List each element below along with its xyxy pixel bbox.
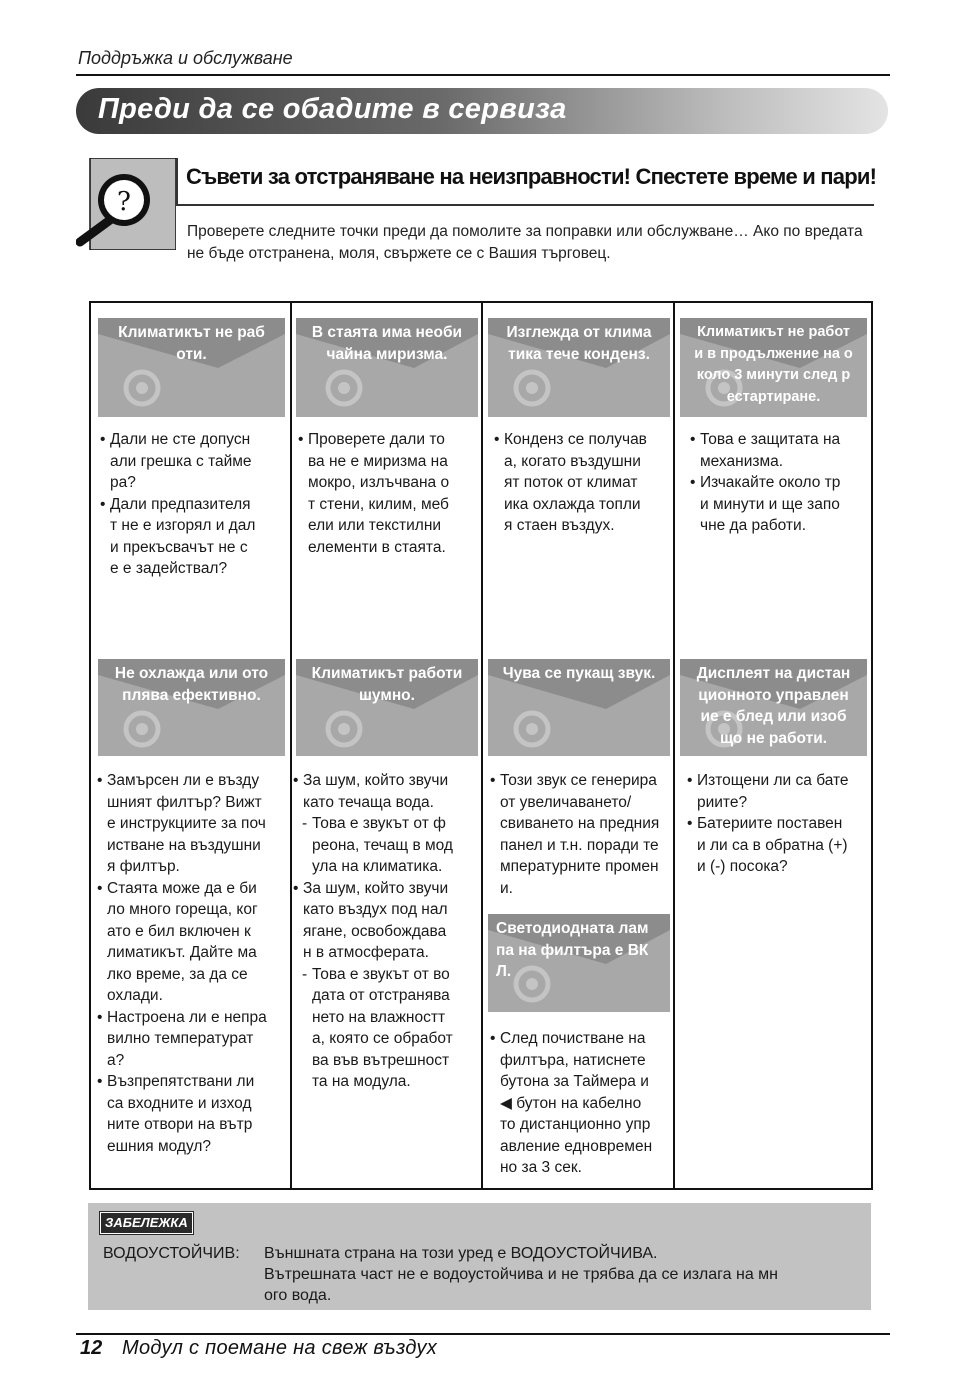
- problem-label: [296, 318, 478, 417]
- problem-label-text: Климатикът работи шумно.: [311, 665, 463, 704]
- page-number: 12: [80, 1337, 103, 1359]
- problem-label-text: Не охлажда или ото плява ефективно.: [114, 665, 269, 704]
- checklist-item: • Това е защитата на механизма.: [690, 429, 865, 472]
- section-header: Поддръжка и обслужване: [78, 48, 293, 68]
- problem-label-text: Светодиодната лам па на филтъра е ВК Л.: [496, 920, 649, 980]
- checklist-item: • След почистване на филтъра, натиснете бутона за Таймера и ◀ бутон на кабелно то дистанционно упр авление едновремен но за 3 сек.: [490, 1028, 670, 1179]
- problem-label: [488, 914, 670, 1012]
- problem-checklist: [298, 429, 476, 558]
- problem-label: [680, 318, 867, 417]
- checklist-subitem: - Това е звукът от во дата от отстранява нето на влажностт а, която се обработ ва във вътрешност та на модула.: [293, 964, 478, 1093]
- checklist-item: • За шум, който звучи като въздух под нал ягане, освобождава н в атмосферата.: [293, 878, 478, 964]
- troubleshooting-table: [89, 301, 873, 1190]
- checklist-item: • Изчакайте около тр и минути и ще запо чне да работи.: [690, 472, 865, 537]
- checklist-item: • Батериите поставен и ли са в обратна (+) и (-) посока?: [687, 813, 867, 878]
- problem-label-text: Чува се пукащ звук.: [502, 665, 656, 682]
- problem-checklist: [687, 770, 867, 878]
- problem-label: [680, 659, 867, 756]
- column-divider: [290, 303, 292, 1188]
- problem-checklist: [490, 770, 670, 899]
- header-rule: [76, 74, 890, 76]
- footer-title: Модул с поемане на свеж въздух: [122, 1337, 438, 1359]
- footer-rule: [76, 1333, 890, 1335]
- checklist-item: • Конденз се получав а, когато въздушни ят поток от климат ика охлажда топли я стаен въздух.: [494, 429, 669, 537]
- checklist-item: • Замърсен ли е възду шният филтър? Вижт е инструкциите за поч истване на въздушни я филтър.: [97, 770, 285, 878]
- problem-checklist: [293, 770, 478, 1093]
- problem-label-text: В стаята има необи чайна миризма.: [311, 324, 463, 363]
- tips-heading: Съвети за отстраняване на неизправности! Спестете време и пари!: [186, 164, 877, 189]
- problem-label-text: Климатикът не работ и в продължение на о коло 3 минути след р естартиране.: [694, 324, 853, 405]
- note-badge: ЗАБЕЛЕЖКА: [100, 1212, 193, 1234]
- checklist-item: • Проверете дали то ва не е миризма на мокро, излъчвана о т стени, килим, меб ели или текстилни елементи в стаята.: [298, 429, 476, 558]
- problem-label: [296, 659, 478, 756]
- problem-checklist: [494, 429, 669, 537]
- problem-checklist: [100, 429, 285, 580]
- svg-text:?: ?: [117, 187, 131, 217]
- checklist-item: • Стаята може да е би ло много гореща, ког ато е бил включен к лиматикът. Дайте ма лко време, за да се охлади.: [97, 878, 285, 1007]
- note-text: Външната страна на този уред е ВОДОУСТОЙЧИВА. Вътрешната част не е водоустойчива и не трябва да се излага на мн ого вода.: [264, 1245, 778, 1304]
- problem-checklist: [690, 429, 865, 537]
- checklist-item: • Възпрепятствани ли са входните и изход ните отвори на вътр ешния модул?: [97, 1071, 285, 1157]
- checklist-item: • Изтощени ли са бате риите?: [687, 770, 867, 813]
- magnifier-question-icon: [76, 158, 176, 250]
- problem-label: [98, 318, 285, 417]
- problem-checklist: [97, 770, 285, 1157]
- checklist-item: • Дали предпазителя т не е изгорял и дал и прекъсвачът не с е е задействал?: [100, 494, 285, 580]
- checklist-item: • Настроена ли е непра вилно температурат а?: [97, 1007, 285, 1072]
- tips-intro: Проверете следните точки преди да помолите за поправки или обслужване… Ако по вредата не бъде отстранена, моля, свържете се с Вашия търговец.: [187, 223, 863, 262]
- page-title-bar: [76, 88, 888, 134]
- note-label: ВОДОУСТОЙЧИВ:: [103, 1245, 240, 1262]
- problem-checklist: [490, 1028, 670, 1179]
- problem-label-text: Изглежда от клима тика тече конденз.: [506, 324, 652, 363]
- page-title: Преди да се обадите в сервиза: [98, 93, 567, 125]
- tips-divider: [176, 204, 874, 206]
- problem-label: [488, 659, 670, 756]
- column-divider: [481, 303, 483, 1188]
- checklist-item: • Този звук се генерира от увеличаването/ свиването на предния панел и т.н. поради те мпературните промен и.: [490, 770, 670, 899]
- checklist-subitem: - Това е звукът от ф реона, течащ в мод ула на климатика.: [293, 813, 478, 878]
- checklist-item: • Дали не сте допусн али грешка с тайме ра?: [100, 429, 285, 494]
- problem-label: [98, 659, 285, 756]
- tips-divider-vertical: [176, 158, 178, 206]
- checklist-item: • За шум, който звучи като течаща вода.: [293, 770, 478, 813]
- problem-label: [488, 318, 670, 417]
- column-divider: [673, 303, 675, 1188]
- problem-label-text: Дисплеят на дистан ционното управлен ие е блед или изоб що не работи.: [696, 665, 851, 747]
- problem-label-text: Климатикът не раб оти.: [118, 324, 265, 363]
